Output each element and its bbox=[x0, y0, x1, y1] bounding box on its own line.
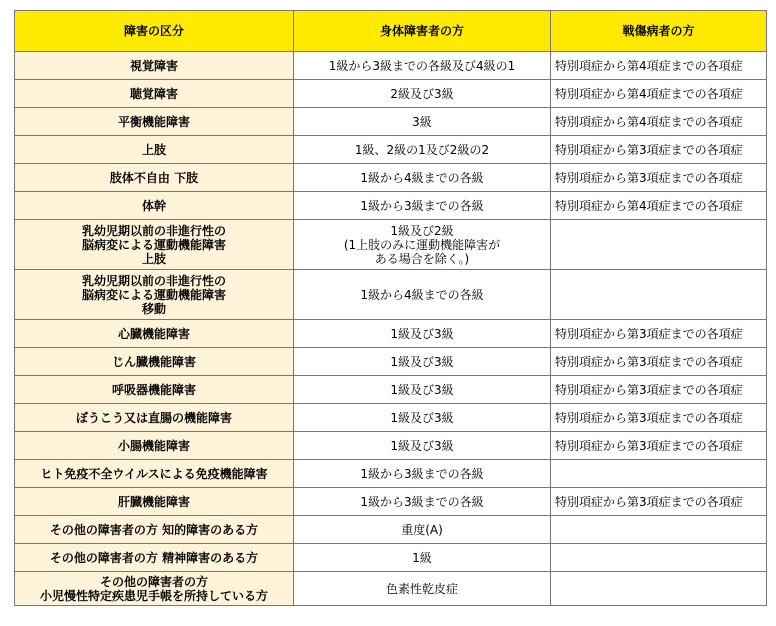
physical-grade-text: 3級 bbox=[412, 114, 432, 129]
table-body bbox=[15, 52, 767, 606]
category-cell bbox=[15, 108, 294, 136]
physical-grade-cell bbox=[294, 164, 551, 192]
physical-grade-text: ある場合を除く。) bbox=[374, 251, 470, 266]
table-row bbox=[15, 164, 767, 192]
category-text: その他の障害者の方 精神障害のある方 bbox=[49, 550, 259, 565]
category-cell bbox=[15, 544, 294, 572]
war-injury-grade-cell: 特別項症から第3項症までの各項症 bbox=[551, 320, 767, 348]
physical-grade-cell bbox=[294, 572, 551, 606]
war-injury-grade-cell: 特別項症から第3項症までの各項症 bbox=[551, 432, 767, 460]
physical-grade-cell bbox=[294, 404, 551, 432]
table-row bbox=[15, 270, 767, 320]
category-cell bbox=[15, 404, 294, 432]
physical-grade-cell bbox=[294, 376, 551, 404]
table-row bbox=[15, 220, 767, 270]
disability-classification-table bbox=[14, 10, 767, 606]
physical-grade-cell bbox=[294, 220, 551, 270]
category-text: その他の障害者の方 bbox=[99, 574, 208, 589]
category-cell bbox=[15, 164, 294, 192]
category-text: 上肢 bbox=[141, 142, 166, 157]
category-text: 乳幼児期以前の非進行性の bbox=[81, 223, 226, 238]
war-injury-grade-cell: 特別項症から第3項症までの各項症 bbox=[551, 348, 767, 376]
war-injury-grade-cell bbox=[551, 220, 767, 270]
war-injury-grade-cell: 特別項症から第4項症までの各項症 bbox=[551, 52, 767, 80]
category-cell bbox=[15, 192, 294, 220]
category-text: 体幹 bbox=[141, 198, 166, 213]
category-text: ぼうこう又は直腸の機能障害 bbox=[75, 410, 232, 425]
physical-grade-text: 1級及び3級 bbox=[390, 438, 454, 453]
category-cell bbox=[15, 320, 294, 348]
category-text: 肝臓機能障害 bbox=[117, 494, 190, 509]
physical-grade-text: 1級及び2級 bbox=[390, 223, 454, 238]
category-cell bbox=[15, 348, 294, 376]
category-text: 脳病変による運動機能障害 bbox=[81, 237, 226, 252]
table-row bbox=[15, 488, 767, 516]
table-row bbox=[15, 320, 767, 348]
header-physical-disability: 身体障害者の方 bbox=[294, 11, 551, 52]
category-cell bbox=[15, 136, 294, 164]
war-injury-grade-cell: 特別項症から第3項症までの各項症 bbox=[551, 376, 767, 404]
table-row bbox=[15, 432, 767, 460]
physical-grade-text: 重度(A) bbox=[401, 522, 443, 537]
physical-grade-text: 1級から4級までの各級 bbox=[360, 287, 484, 302]
physical-grade-cell bbox=[294, 488, 551, 516]
category-text: 小児慢性特定疾患児手帳を所持している方 bbox=[39, 588, 268, 603]
category-text: ヒト免疫不全ウイルスによる免疫機能障害 bbox=[40, 466, 268, 481]
physical-grade-cell bbox=[294, 320, 551, 348]
physical-grade-cell bbox=[294, 516, 551, 544]
category-text: 聴覚障害 bbox=[129, 86, 178, 101]
physical-grade-text: 1級、2級の1及び2級の2 bbox=[354, 142, 490, 157]
war-injury-grade-cell: 特別項症から第4項症までの各項症 bbox=[551, 80, 767, 108]
physical-grade-cell bbox=[294, 108, 551, 136]
physical-grade-text: 1級及び3級 bbox=[390, 410, 454, 425]
physical-grade-text: 2級及び3級 bbox=[390, 86, 454, 101]
physical-grade-cell bbox=[294, 432, 551, 460]
category-text: 上肢 bbox=[141, 251, 166, 266]
physical-grade-cell bbox=[294, 52, 551, 80]
war-injury-grade-cell bbox=[551, 572, 767, 606]
category-cell bbox=[15, 52, 294, 80]
category-cell bbox=[15, 516, 294, 544]
physical-grade-text: 1級及び3級 bbox=[390, 354, 454, 369]
category-cell bbox=[15, 270, 294, 320]
war-injury-grade-cell: 特別項症から第3項症までの各項症 bbox=[551, 136, 767, 164]
table-row bbox=[15, 80, 767, 108]
header-category: 障害の区分 bbox=[15, 11, 294, 52]
physical-grade-cell bbox=[294, 544, 551, 572]
physical-grade-text: (1上肢のみに運動機能障害が bbox=[343, 237, 501, 252]
table-row bbox=[15, 136, 767, 164]
category-cell bbox=[15, 376, 294, 404]
table-row bbox=[15, 404, 767, 432]
war-injury-grade-cell: 特別項症から第4項症までの各項症 bbox=[551, 108, 767, 136]
table-row bbox=[15, 460, 767, 488]
table-row bbox=[15, 348, 767, 376]
war-injury-grade-cell: 特別項症から第3項症までの各項症 bbox=[551, 164, 767, 192]
table-row bbox=[15, 376, 767, 404]
category-text: 小腸機能障害 bbox=[117, 438, 190, 453]
physical-grade-cell bbox=[294, 270, 551, 320]
category-text: 肢体不自由 下肢 bbox=[109, 170, 199, 185]
table-row bbox=[15, 192, 767, 220]
war-injury-grade-cell bbox=[551, 516, 767, 544]
category-cell bbox=[15, 432, 294, 460]
table-row bbox=[15, 572, 767, 606]
war-injury-grade-cell: 特別項症から第4項症までの各項症 bbox=[551, 192, 767, 220]
physical-grade-text: 1級及び3級 bbox=[390, 382, 454, 397]
category-cell bbox=[15, 488, 294, 516]
physical-grade-cell bbox=[294, 192, 551, 220]
category-text: 移動 bbox=[141, 301, 166, 316]
physical-grade-text: 1級及び3級 bbox=[390, 326, 454, 341]
war-injury-grade-cell bbox=[551, 460, 767, 488]
physical-grade-text: 1級から3級までの各級 bbox=[360, 494, 484, 509]
table-row bbox=[15, 516, 767, 544]
physical-grade-cell bbox=[294, 136, 551, 164]
category-text: 乳幼児期以前の非進行性の bbox=[81, 273, 226, 288]
category-text: 脳病変による運動機能障害 bbox=[81, 287, 226, 302]
physical-grade-text: 1級から3級までの各級 bbox=[360, 466, 484, 481]
table-row bbox=[15, 108, 767, 136]
category-text: じん臓機能障害 bbox=[111, 354, 196, 369]
war-injury-grade-cell: 特別項症から第3項症までの各項症 bbox=[551, 404, 767, 432]
physical-grade-text: 1級から3級までの各級及び4級の1 bbox=[328, 58, 516, 73]
category-cell bbox=[15, 572, 294, 606]
category-text: 視覚障害 bbox=[129, 58, 178, 73]
category-cell bbox=[15, 220, 294, 270]
physical-grade-cell bbox=[294, 80, 551, 108]
physical-grade-text: 色素性乾皮症 bbox=[385, 581, 458, 596]
category-cell bbox=[15, 80, 294, 108]
category-text: その他の障害者の方 知的障害のある方 bbox=[49, 522, 259, 537]
category-cell bbox=[15, 460, 294, 488]
header-war-injury: 戦傷病者の方 bbox=[551, 11, 767, 52]
table-row bbox=[15, 52, 767, 80]
category-text: 心臓機能障害 bbox=[117, 326, 190, 341]
header-row bbox=[15, 11, 767, 52]
war-injury-grade-cell bbox=[551, 270, 767, 320]
war-injury-grade-cell bbox=[551, 544, 767, 572]
table-row bbox=[15, 544, 767, 572]
physical-grade-text: 1級から4級までの各級 bbox=[360, 170, 484, 185]
physical-grade-text: 1級から3級までの各級 bbox=[360, 198, 484, 213]
physical-grade-cell bbox=[294, 460, 551, 488]
physical-grade-cell bbox=[294, 348, 551, 376]
category-text: 呼吸器機能障害 bbox=[111, 382, 196, 397]
war-injury-grade-cell: 特別項症から第3項症までの各項症 bbox=[551, 488, 767, 516]
category-text: 平衡機能障害 bbox=[117, 114, 190, 129]
physical-grade-text: 1級 bbox=[412, 550, 432, 565]
